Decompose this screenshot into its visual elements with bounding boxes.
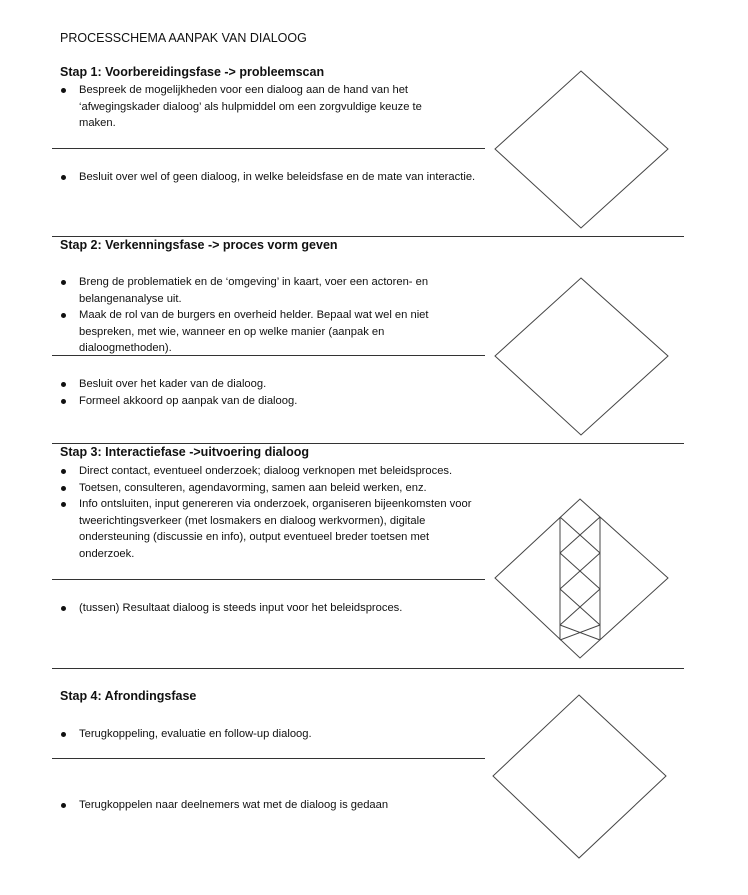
bullet-icon <box>61 175 66 180</box>
divider <box>52 579 485 580</box>
stage-1-heading: Stap 1: Voorbereidingsfase -> probleemscan <box>60 65 325 79</box>
stage-3-top-list <box>60 463 472 563</box>
diamond-shape <box>495 499 668 658</box>
list-item: Besluit over wel of geen dialoog, in welke beleidsfase en de mate van interactie. <box>60 169 480 186</box>
stage-4-diamond-diagram <box>492 694 668 862</box>
list-item: Formeel akkoord op aanpak van de dialoog. <box>60 393 480 410</box>
diamond-shape <box>495 71 668 228</box>
list-item: Direct contact, eventueel onderzoek; dialoog verknopen met beleidsproces. <box>60 463 472 480</box>
bullet-icon <box>61 502 66 507</box>
stage-1-diamond-diagram <box>494 70 670 232</box>
list-item: Maak de rol van de burgers en overheid helder. Bepaal wat wel en niet bespreken, met wie, wanneer en op welke manier (aanpak en dialoogmethoden). <box>60 307 472 357</box>
stage-1-top-list <box>60 82 460 132</box>
stage-4-bottom-list <box>60 797 480 814</box>
bullet-icon <box>61 382 66 387</box>
bullet-icon <box>61 469 66 474</box>
bullet-icon <box>61 606 66 611</box>
bullet-icon <box>61 486 66 491</box>
stage-3-bottom-list <box>60 600 480 617</box>
divider <box>52 758 485 759</box>
list-item: Toetsen, consulteren, agendavorming, samen aan beleid werken, enz. <box>60 480 472 497</box>
list-item: Terugkoppeling, evaluatie en follow-up dialoog. <box>60 726 480 743</box>
list-item: Bespreek de mogelijkheden voor een dialoog aan de hand van het ‘afwegingskader dialoog’ als hulpmiddel om een zorgvuldige keuze te maken. <box>60 82 460 132</box>
diamond-shape <box>495 278 668 435</box>
divider <box>52 355 485 356</box>
stage-4-heading: Stap 4: Afrondingsfase <box>60 689 197 703</box>
bullet-icon <box>61 280 66 285</box>
list-item: Besluit over het kader van de dialoog. <box>60 376 480 393</box>
divider <box>52 148 485 149</box>
list-item: (tussen) Resultaat dialoog is steeds input voor het beleidsproces. <box>60 600 480 617</box>
list-item: Terugkoppelen naar deelnemers wat met de dialoog is gedaan <box>60 797 480 814</box>
bullet-icon <box>61 88 66 93</box>
stage-separator <box>52 443 684 444</box>
document-title: PROCESSCHEMA AANPAK VAN DIALOOG <box>60 31 307 45</box>
stage-3-iteration-diagram <box>494 498 670 662</box>
stage-separator <box>52 668 684 669</box>
stage-2-diamond-diagram <box>494 277 670 439</box>
stage-2-heading: Stap 2: Verkenningsfase -> proces vorm geven <box>60 238 338 252</box>
bullet-icon <box>61 399 66 404</box>
stage-separator <box>52 236 684 237</box>
stage-1-bottom-list <box>60 169 480 186</box>
stage-3-heading: Stap 3: Interactiefase ->uitvoering dialoog <box>60 445 310 459</box>
list-item: Info ontsluiten, input genereren via onderzoek, organiseren bijeenkomsten voor tweerichtingsverkeer (met losmakers en dialoog werkvormen), digitale ondersteuning (discussie en info), output eventueel breder toetsen met onderzoek. <box>60 496 472 562</box>
list-item: Breng de problematiek en de ‘omgeving’ in kaart, voer een actoren- en belangenanalyse uit. <box>60 274 472 307</box>
bullet-icon <box>61 803 66 808</box>
bullet-icon <box>61 313 66 318</box>
stage-2-top-list <box>60 274 472 357</box>
diamond-shape <box>493 695 666 858</box>
bullet-icon <box>61 732 66 737</box>
stage-4-top-list <box>60 726 480 743</box>
stage-2-bottom-list <box>60 376 480 409</box>
